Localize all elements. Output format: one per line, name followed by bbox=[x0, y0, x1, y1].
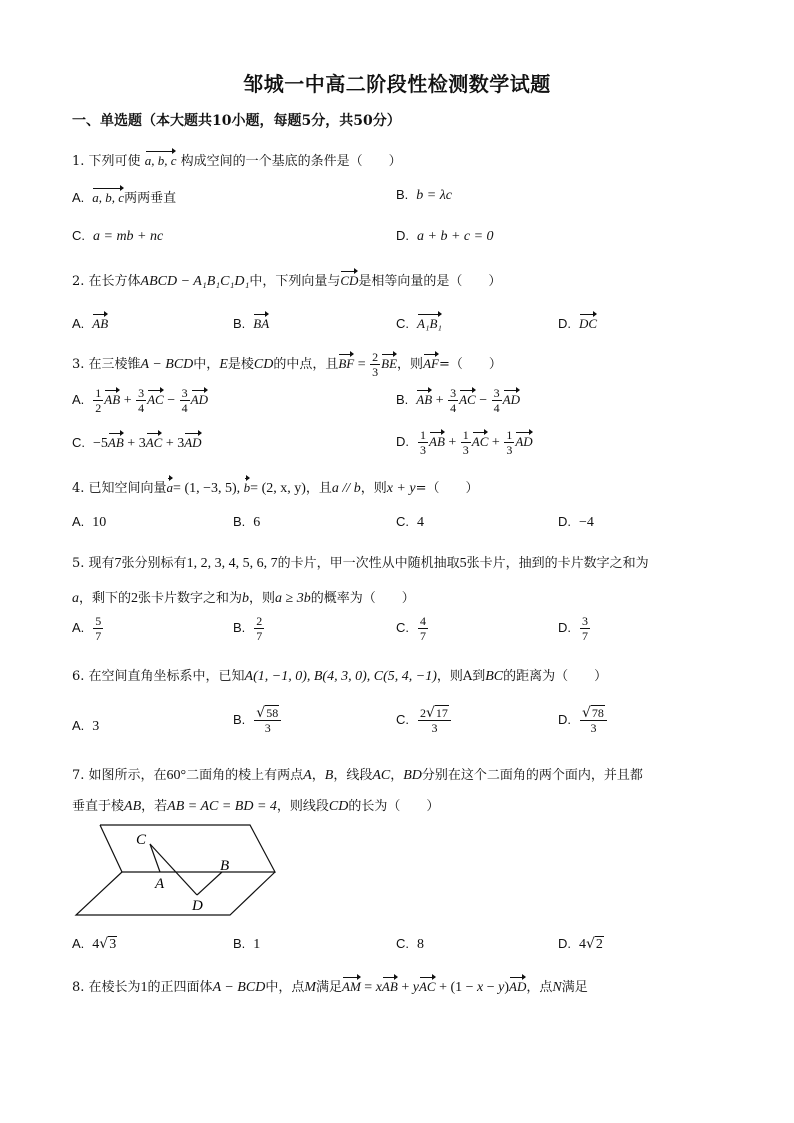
question-5-line2 bbox=[72, 587, 415, 607]
q1-option-a[interactable] bbox=[72, 187, 176, 206]
q7-segment: CD bbox=[328, 799, 349, 814]
dihedral-angle-figure bbox=[70, 820, 280, 920]
q5-text: 5. 现有 bbox=[72, 556, 115, 571]
denominator: 7 bbox=[582, 629, 588, 643]
q6-option-b[interactable]: B. $\frac{√58}{3}$ bbox=[233, 706, 282, 735]
q1-option-a-text: 两两垂直 bbox=[124, 191, 177, 206]
q8-text: 中，点 bbox=[265, 980, 305, 995]
numerator: 4 bbox=[420, 614, 426, 628]
q7-option-b-text: 1 bbox=[253, 937, 261, 952]
q3-text-b: 是棱 bbox=[227, 357, 254, 372]
q3-solid: A − BCD bbox=[140, 357, 194, 372]
q5-text: ，剩下的 bbox=[79, 591, 132, 606]
q3-text-c: 的中点，且 bbox=[273, 357, 339, 372]
q8-solid: A − BCD bbox=[212, 980, 266, 995]
q7-text: 垂直于棱 bbox=[72, 799, 125, 814]
q6-text: 6. 在空间直角坐标系中，已知 bbox=[72, 669, 245, 684]
q7-text: 分别在这个二面角的两个面内，并且都 bbox=[421, 768, 643, 783]
q5-option-b[interactable] bbox=[233, 614, 265, 643]
q6-text-post: 的距离为（ ） bbox=[503, 669, 608, 684]
q8-text: 的正四面体 bbox=[147, 980, 213, 995]
option-label: C. bbox=[396, 316, 409, 331]
q7-point: A bbox=[303, 768, 312, 783]
option-label: C. bbox=[72, 435, 85, 450]
q8-point-m: M bbox=[304, 980, 316, 995]
label-a: A bbox=[155, 876, 165, 892]
q5-option-a[interactable] bbox=[72, 614, 104, 643]
q7-text: 二面角的棱上有两点 bbox=[186, 768, 304, 783]
q1-option-a-vectors: a, b, c bbox=[92, 187, 124, 204]
q2-option-a-vector: AB bbox=[92, 313, 108, 330]
segment-ca bbox=[150, 844, 160, 872]
option-label: D. bbox=[396, 228, 409, 243]
option-label: A. bbox=[72, 316, 85, 331]
q7-point: B bbox=[324, 768, 334, 783]
q3-text: 3. 在三棱锥 bbox=[72, 357, 141, 372]
q2-text-mid: 中，下列向量与 bbox=[249, 274, 341, 289]
q3-point-e: E bbox=[219, 357, 228, 372]
option-label: D. bbox=[558, 712, 571, 727]
fraction: $\frac{2}{3}$ bbox=[372, 350, 379, 379]
q7-text: ，线段 bbox=[333, 768, 373, 783]
coefficient: 4 bbox=[579, 937, 586, 952]
q4-option-c[interactable] bbox=[396, 514, 424, 531]
q4-expr: x + y bbox=[386, 481, 416, 496]
q6-text-mid: ，则A到 bbox=[436, 669, 486, 684]
q7-text: ， bbox=[390, 768, 404, 783]
q1-option-b-math: b = λc bbox=[416, 188, 453, 203]
q7-equation: AB = AC = BD = 4 bbox=[167, 799, 277, 814]
option-label: D. bbox=[558, 620, 571, 635]
option-label: D. bbox=[396, 434, 409, 449]
q3-text-a: 中， bbox=[193, 357, 220, 372]
q7-text: ， bbox=[311, 768, 325, 783]
q4-option-b-text: 6 bbox=[253, 515, 261, 530]
q7-option-b[interactable] bbox=[233, 936, 260, 953]
vec-bf: BF bbox=[338, 353, 354, 370]
q5-text: 张卡片数字之和为 bbox=[138, 591, 243, 606]
question-8-stem: 8. 在棱长为1的正四面体A − BCD中，点M满足AM = xAB + yAC + (1 − x − y)AD，点N满足 bbox=[72, 976, 588, 996]
numerator: 5 bbox=[95, 614, 102, 628]
q7-segment: BD bbox=[403, 768, 422, 783]
q4-text-post: =（ ） bbox=[415, 481, 479, 496]
option-label: D. bbox=[558, 936, 571, 951]
numerator: 3 bbox=[582, 614, 588, 628]
numerator: 2 bbox=[256, 614, 263, 628]
q4-option-c-text: 4 bbox=[417, 515, 424, 530]
q5-card-numbers: 1, 2, 3, 4, 5, 6, 7 bbox=[186, 556, 278, 571]
q7-text-post: 的长为（ ） bbox=[348, 799, 440, 814]
option-label: B. bbox=[233, 936, 246, 951]
question-1-stem bbox=[72, 150, 402, 169]
q8-text: ，点 bbox=[526, 980, 553, 995]
q7-option-a[interactable]: A. 4√3 bbox=[72, 936, 117, 952]
q7-text: ，则线段 bbox=[276, 799, 329, 814]
q1-option-b[interactable] bbox=[396, 187, 452, 204]
denominator: 3 bbox=[264, 721, 271, 735]
option-label: D. bbox=[558, 514, 571, 529]
denominator: 3 bbox=[431, 721, 438, 735]
question-4-stem: 4. 已知空间向量a= (1, −3, 5), b= (2, x, y)，且a // b，则x + y=（ ） bbox=[72, 477, 479, 497]
vec-be: BE bbox=[381, 353, 397, 370]
q6-option-a[interactable] bbox=[72, 718, 99, 735]
vec-af: AF bbox=[423, 353, 439, 370]
option-label: A. bbox=[72, 936, 85, 951]
option-label: B. bbox=[233, 620, 246, 635]
option-label: C. bbox=[396, 712, 409, 727]
q2-solid: ABCD − A₁B₁C₁D₁ bbox=[140, 274, 250, 289]
q1-text-post: 构成空间的一个基底的条件是（ ） bbox=[180, 154, 402, 169]
q2-option-c[interactable] bbox=[396, 313, 442, 332]
option-label: B. bbox=[396, 187, 409, 202]
coefficient: 2 bbox=[420, 706, 426, 720]
q2-option-c-vector: A₁B₁ bbox=[417, 313, 442, 330]
question-3-stem: 3. 在三棱锥A − BCD中，E是棱CD的中点，且BF = $\frac{2}{3}$ BE，则AF=（ ） bbox=[72, 350, 502, 379]
question-6-stem bbox=[72, 665, 607, 685]
q2-option-b[interactable] bbox=[233, 313, 269, 332]
q5-text-post: 张卡片，抽到的卡片数字之和为 bbox=[466, 556, 649, 571]
q4-option-d-text: −4 bbox=[579, 515, 594, 530]
q5-text-b: 的卡片，甲一次性从中随机抽取 bbox=[277, 556, 460, 571]
option-label: C. bbox=[396, 514, 409, 529]
q1-option-d[interactable] bbox=[396, 228, 494, 245]
q5-var: a bbox=[72, 591, 79, 606]
q5-var: b bbox=[242, 591, 250, 606]
q6-option-c[interactable]: C. $\frac{2√17}{3}$ bbox=[396, 706, 452, 735]
q3-option-d[interactable]: D. $\frac{1}{3}$ AB + $\frac{1}{3}$ AC + $\frac{1}{3}$ AD bbox=[396, 428, 533, 457]
q3-option-c[interactable]: C. −5AB + 3AC + 3AD bbox=[72, 432, 202, 452]
q4-a-value: = (1, −3, 5) bbox=[173, 481, 237, 496]
q7-text: 7. 如图所示，在 bbox=[72, 768, 167, 783]
q8-text: 满足 bbox=[316, 980, 343, 995]
q7-option-d[interactable]: D. 4√2 bbox=[558, 936, 603, 952]
q4-text: 4. 已知空间向量 bbox=[72, 481, 167, 496]
q6-line: BC bbox=[485, 669, 504, 684]
upper-plane bbox=[100, 825, 275, 872]
option-label: C. bbox=[72, 228, 85, 243]
option-label: A. bbox=[72, 718, 85, 733]
q4-text-then: ，则 bbox=[360, 481, 387, 496]
q4-option-d[interactable] bbox=[558, 514, 594, 531]
q3-option-a[interactable]: A. $\frac{1}{2}$ AB + $\frac{3}{4}$ AC − $\frac{3}{4}$ AD bbox=[72, 386, 208, 415]
option-label: B. bbox=[233, 316, 246, 331]
q2-vector-cd: CD bbox=[340, 270, 358, 287]
option-label: B. bbox=[396, 392, 409, 407]
q7-option-c[interactable] bbox=[396, 936, 424, 953]
radicand: 78 bbox=[591, 706, 604, 720]
denominator: 7 bbox=[420, 629, 426, 643]
label-b: B bbox=[220, 858, 230, 874]
option-label: A. bbox=[72, 620, 85, 635]
q6-points: A(1, −1, 0), B(4, 3, 0), C(5, 4, −1) bbox=[244, 669, 437, 684]
q5-option-c[interactable] bbox=[396, 614, 429, 643]
q1-option-d-math: a + b + c = 0 bbox=[417, 229, 494, 244]
q5-text-a: 张分别标有 bbox=[121, 556, 187, 571]
q7-edge: AB bbox=[124, 799, 142, 814]
question-7-line2 bbox=[72, 795, 439, 815]
q4-b-value: = (2, x, y) bbox=[250, 481, 306, 496]
q6-option-d[interactable]: D. $\frac{√78}{3}$ bbox=[558, 706, 608, 735]
q8-text-post: 满足 bbox=[561, 980, 588, 995]
q4-option-a[interactable] bbox=[72, 514, 106, 531]
option-label: A. bbox=[72, 392, 85, 407]
option-label: C. bbox=[396, 936, 409, 951]
section-heading: 一、单选题（本大题共10小题，每题5分，共50分） bbox=[72, 113, 401, 129]
option-label: C. bbox=[396, 620, 409, 635]
q3-text-post: =（ ） bbox=[438, 357, 502, 372]
q7-segment: AC bbox=[372, 768, 391, 783]
q2-option-b-vector: BA bbox=[253, 313, 269, 330]
q2-text-post: 是相等向量的是（ ） bbox=[358, 274, 502, 289]
q8-point-n: N bbox=[552, 980, 562, 995]
question-5-line1 bbox=[72, 552, 649, 572]
q1-vectors: a, b, c bbox=[145, 150, 177, 167]
q7-text: ，若 bbox=[141, 799, 168, 814]
q4-text-mid: ，且 bbox=[305, 481, 332, 496]
radicand: 17 bbox=[435, 706, 448, 720]
segment-db bbox=[197, 872, 222, 895]
q4-option-b[interactable] bbox=[233, 514, 260, 531]
q5-number: 2 bbox=[131, 591, 139, 606]
option-label: A. bbox=[72, 514, 85, 529]
denominator: 3 bbox=[590, 721, 597, 735]
q1-text: 1. 下列可使 bbox=[72, 154, 141, 169]
option-label: B. bbox=[233, 712, 246, 727]
label-c: C bbox=[136, 832, 147, 848]
q5-condition: a ≥ 3b bbox=[275, 591, 311, 606]
question-7-line1 bbox=[72, 764, 643, 784]
q7-option-c-text: 8 bbox=[417, 937, 424, 952]
coefficient: 4 bbox=[92, 937, 100, 952]
q2-text: 2. 在长方体 bbox=[72, 274, 141, 289]
q4-option-a-text: 10 bbox=[92, 515, 107, 530]
q2-option-d-vector: DC bbox=[579, 313, 597, 330]
radicand: 58 bbox=[266, 706, 279, 720]
option-label: D. bbox=[558, 316, 571, 331]
q6-option-a-text: 3 bbox=[92, 719, 100, 734]
q1-option-c-math: a = mb + nc bbox=[93, 229, 164, 244]
denominator: 7 bbox=[95, 629, 102, 643]
radicand: 3 bbox=[109, 937, 117, 952]
q7-angle: 60° bbox=[166, 768, 187, 783]
label-d: D bbox=[192, 898, 203, 914]
q5-number: 7 bbox=[114, 556, 122, 571]
radicand: 2 bbox=[595, 937, 603, 952]
q5-number: 5 bbox=[459, 556, 467, 571]
q5-option-d[interactable] bbox=[558, 614, 591, 643]
q5-text-post: 的概率为（ ） bbox=[310, 591, 415, 606]
q3-option-b[interactable]: B. AB + $\frac{3}{4}$ AC − $\frac{3}{4}$ AD bbox=[396, 386, 520, 415]
q3-text-d: ，则 bbox=[397, 357, 424, 372]
option-label: A. bbox=[72, 190, 85, 205]
option-label: B. bbox=[233, 514, 246, 529]
q5-text: ，则 bbox=[249, 591, 276, 606]
q8-text: 8. 在棱长为 bbox=[72, 980, 141, 995]
q1-option-c[interactable] bbox=[72, 228, 163, 245]
lower-plane bbox=[76, 872, 275, 915]
question-2-stem bbox=[72, 270, 501, 290]
q2-option-a[interactable] bbox=[72, 313, 108, 332]
q2-option-d[interactable] bbox=[558, 313, 597, 332]
q8-length: 1 bbox=[140, 980, 148, 995]
q3-edge: CD bbox=[253, 357, 274, 372]
q4-parallel: a // b bbox=[331, 481, 361, 496]
denominator: 7 bbox=[256, 629, 263, 643]
page-title: 邹城一中高二阶段性检测数学试题 bbox=[243, 72, 551, 96]
